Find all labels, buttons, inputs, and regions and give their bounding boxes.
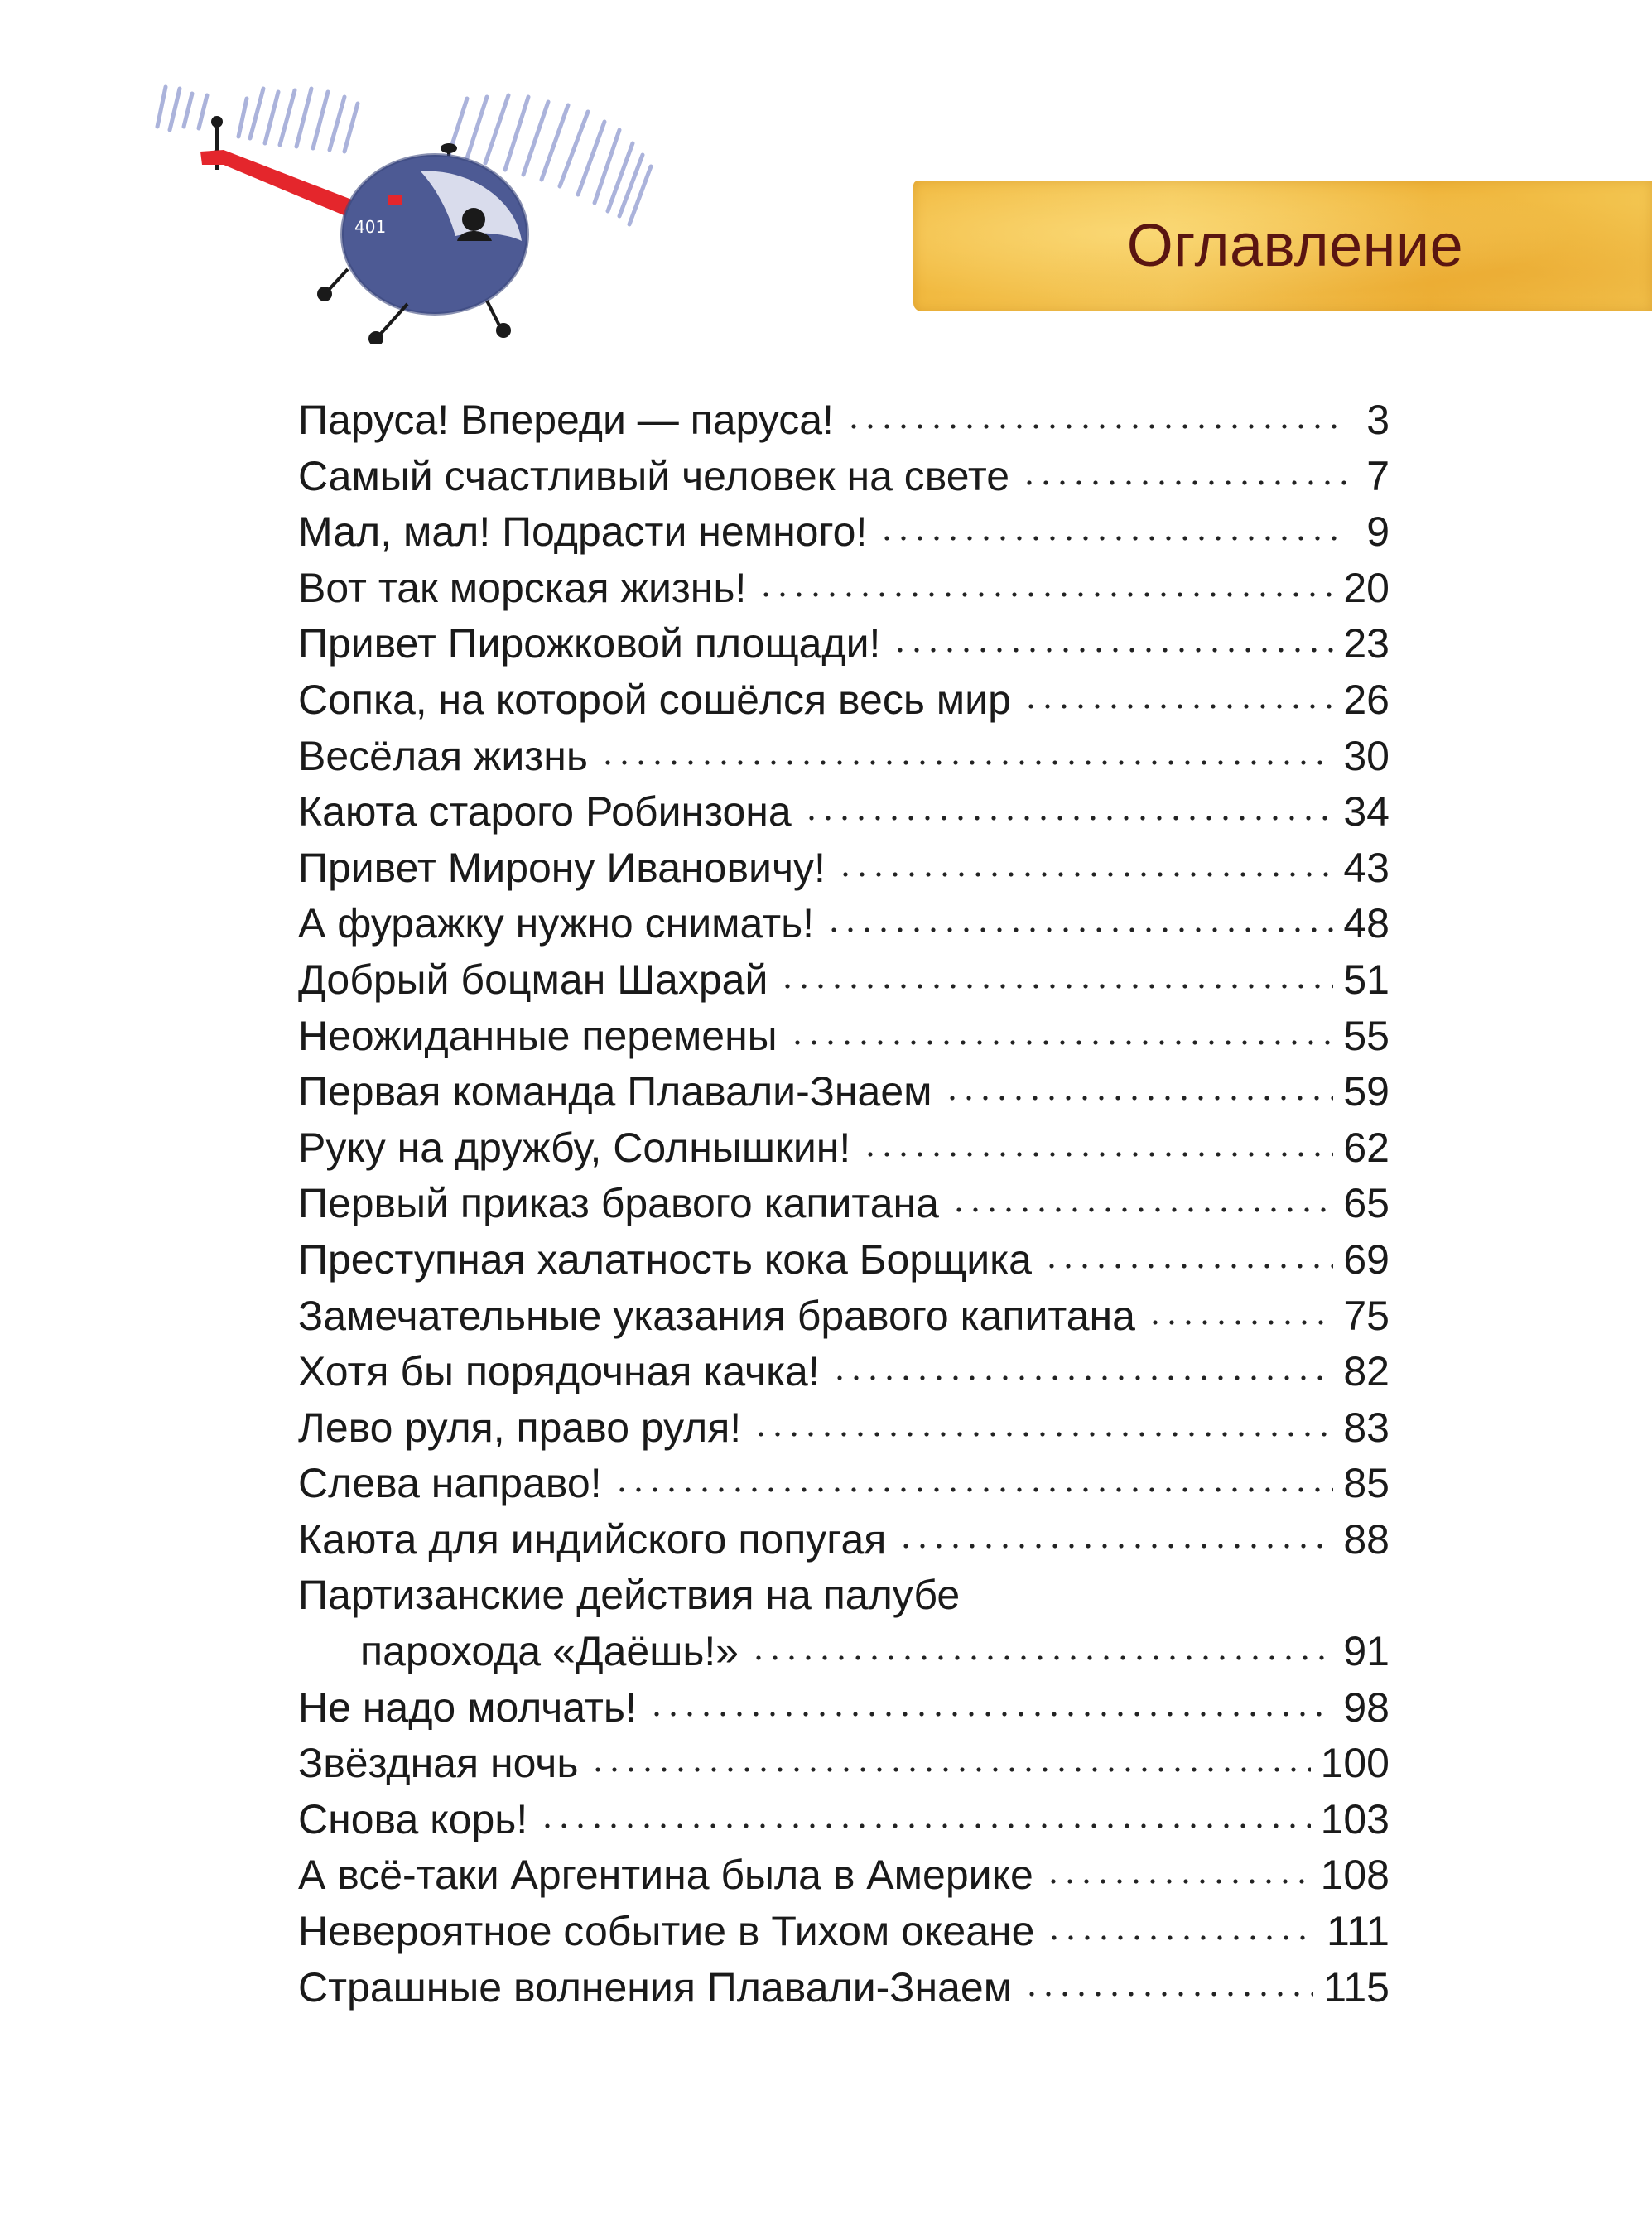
- toc-entry-title: Страшные волнения Плавали-Знаем: [298, 1963, 1013, 2011]
- dot-leader: [879, 532, 1346, 544]
- toc-entry[interactable]: [298, 784, 1390, 841]
- toc-entry[interactable]: [298, 1847, 1390, 1904]
- title-banner: [913, 181, 1652, 311]
- toc-entry[interactable]: [298, 1009, 1390, 1065]
- dot-leader: [1023, 1988, 1313, 2000]
- toc-entry[interactable]: [298, 1456, 1390, 1512]
- helicopter-illustration: [141, 79, 704, 344]
- toc-page-number: 75: [1343, 1292, 1390, 1339]
- toc-entry[interactable]: [298, 449, 1390, 505]
- toc-entry-title: Звёздная ночь: [298, 1740, 579, 1787]
- dot-leader: [1021, 477, 1346, 489]
- toc-entry-title: Добрый боцман Шахрай: [298, 956, 768, 1003]
- dot-leader: [590, 1764, 1310, 1775]
- toc-entry-title: Не надо молчать!: [298, 1683, 637, 1731]
- toc-page-number: 48: [1343, 900, 1390, 947]
- dot-leader: [779, 980, 1333, 992]
- toc-entry-title: Привет Мирону Ивановичу!: [298, 844, 826, 891]
- toc-entry[interactable]: [298, 1288, 1390, 1345]
- toc-entry-title: Неожиданные перемены: [298, 1012, 778, 1059]
- toc-entry-title: Самый счастливый человек на свете: [298, 452, 1010, 499]
- toc-entry[interactable]: [298, 616, 1390, 672]
- dot-leader: [539, 1820, 1310, 1832]
- toc-entry[interactable]: [298, 1120, 1390, 1177]
- toc-entry-title: Лево руля, право руля!: [298, 1404, 742, 1451]
- toc-entry[interactable]: [298, 672, 1390, 729]
- toc-entry[interactable]: [298, 504, 1390, 561]
- toc-entry-continuation[interactable]: [298, 1624, 1390, 1680]
- toc-page-number: 43: [1343, 844, 1390, 891]
- toc-entry-title: Первый приказ бравого капитана: [298, 1180, 939, 1227]
- toc-page-number: 65: [1343, 1180, 1390, 1227]
- toc-entry[interactable]: [298, 1792, 1390, 1848]
- toc-page-number: 3: [1366, 397, 1390, 443]
- toc-page-number: 59: [1343, 1068, 1390, 1115]
- tail-boom: [200, 150, 360, 221]
- toc-entry-title: Снова корь!: [298, 1795, 528, 1842]
- toc-entry[interactable]: [298, 1344, 1390, 1400]
- toc-entry-title: Привет Пирожковой площади!: [298, 620, 881, 667]
- toc-page-number: 91: [1343, 1628, 1390, 1675]
- toc-page-number: 62: [1343, 1124, 1390, 1171]
- toc-entry[interactable]: [298, 1400, 1390, 1457]
- toc-entry-title-cont: парохода «Даёшь!»: [360, 1628, 739, 1675]
- toc-entry[interactable]: [298, 1512, 1390, 1568]
- dot-leader: [1043, 1260, 1333, 1272]
- toc-entry[interactable]: [298, 896, 1390, 952]
- toc-entry-title: А всё-таки Аргентина была в Америке: [298, 1852, 1033, 1899]
- toc-page-number: 98: [1343, 1683, 1390, 1731]
- toc-page-number: 115: [1323, 1963, 1390, 2011]
- toc-page-number: 83: [1343, 1404, 1390, 1451]
- toc-entry-title: Невероятное событие в Тихом океане: [298, 1908, 1035, 1955]
- dot-leader: [614, 1484, 1334, 1496]
- toc-entry[interactable]: [298, 1904, 1390, 1960]
- dot-leader: [1046, 1932, 1317, 1944]
- toc-entry-title: Партизанские действия на палубе: [298, 1572, 961, 1619]
- dot-leader: [803, 812, 1334, 824]
- dot-leader: [831, 1372, 1334, 1384]
- toc-page-number: 111: [1326, 1908, 1390, 1955]
- toc-entry[interactable]: [298, 1568, 1390, 1624]
- toc-entry[interactable]: [298, 1232, 1390, 1288]
- toc-entry-title: Сопка, на которой сошёлся весь мир: [298, 676, 1011, 723]
- toc-entry[interactable]: [298, 1064, 1390, 1120]
- dot-leader: [892, 644, 1333, 656]
- toc-entry[interactable]: [298, 729, 1390, 785]
- toc-entry[interactable]: [298, 841, 1390, 897]
- toc-page-number: 34: [1343, 788, 1390, 836]
- toc-page-number: 26: [1343, 676, 1390, 723]
- toc-page-number: 103: [1320, 1795, 1390, 1842]
- toc-entry-title: Руку на дружбу, Солнышкин!: [298, 1124, 851, 1171]
- toc-page-number: 23: [1343, 620, 1390, 667]
- table-of-contents: [298, 393, 1390, 2016]
- toc-entry-title: Паруса! Впереди — паруса!: [298, 397, 834, 443]
- toc-page-number: 69: [1343, 1236, 1390, 1283]
- toc-page-number: 88: [1343, 1515, 1390, 1563]
- tail-number: 401: [354, 217, 387, 237]
- toc-page-number: 9: [1366, 508, 1390, 556]
- dot-leader: [1045, 1876, 1311, 1887]
- dot-leader: [826, 924, 1333, 936]
- toc-page-number: 85: [1343, 1460, 1390, 1507]
- toc-entry[interactable]: [298, 393, 1390, 449]
- toc-entry[interactable]: [298, 561, 1390, 617]
- toc-page-number: 7: [1366, 452, 1390, 499]
- toc-entry-title: Хотя бы порядочная качка!: [298, 1348, 820, 1395]
- toc-entry-title: Каюта старого Робинзона: [298, 788, 792, 836]
- dot-leader: [1147, 1317, 1333, 1328]
- toc-entry[interactable]: [298, 1680, 1390, 1736]
- toc-page-number: 100: [1320, 1740, 1390, 1787]
- toc-entry-title: Слева направо!: [298, 1460, 602, 1507]
- toc-entry-title: Замечательные указания бравого капитана: [298, 1292, 1135, 1339]
- dot-leader: [753, 1428, 1333, 1440]
- toc-page-number: 20: [1343, 564, 1390, 611]
- toc-entry[interactable]: [298, 1176, 1390, 1232]
- toc-entry-title: Преступная халатность кока Борщика: [298, 1236, 1032, 1283]
- dot-leader: [944, 1092, 1334, 1104]
- toc-page-number: 55: [1343, 1012, 1390, 1059]
- toc-page-number: 108: [1320, 1852, 1390, 1899]
- dot-leader: [750, 1652, 1333, 1664]
- dot-leader: [845, 421, 1346, 432]
- toc-entry-title: Каюта для индийского попугая: [298, 1515, 887, 1563]
- dot-leader: [837, 869, 1333, 880]
- toc-entry-title: Вот так морская жизнь!: [298, 564, 747, 611]
- dot-leader: [951, 1204, 1333, 1216]
- dot-leader: [648, 1708, 1334, 1720]
- toc-page-number: 82: [1343, 1348, 1390, 1395]
- toc-page-number: 30: [1343, 732, 1390, 779]
- toc-entry-title: А фуражку нужно снимать!: [298, 900, 815, 947]
- dot-leader: [758, 589, 1333, 600]
- toc-entry[interactable]: [298, 1736, 1390, 1792]
- toc-entry-title: Первая команда Плавали-Знаем: [298, 1068, 932, 1115]
- toc-entry[interactable]: [298, 1960, 1390, 2016]
- dot-leader: [1023, 701, 1333, 712]
- toc-entry-title: Весёлая жизнь: [298, 732, 588, 779]
- dot-leader: [898, 1540, 1333, 1552]
- toc-entry[interactable]: [298, 952, 1390, 1009]
- toc-page-number: 51: [1343, 956, 1390, 1003]
- dot-leader: [789, 1037, 1334, 1048]
- dot-leader: [862, 1149, 1333, 1160]
- dot-leader: [600, 757, 1333, 768]
- toc-entry-title: Мал, мал! Подрасти немного!: [298, 508, 868, 556]
- page-title: Оглавление: [1126, 213, 1464, 279]
